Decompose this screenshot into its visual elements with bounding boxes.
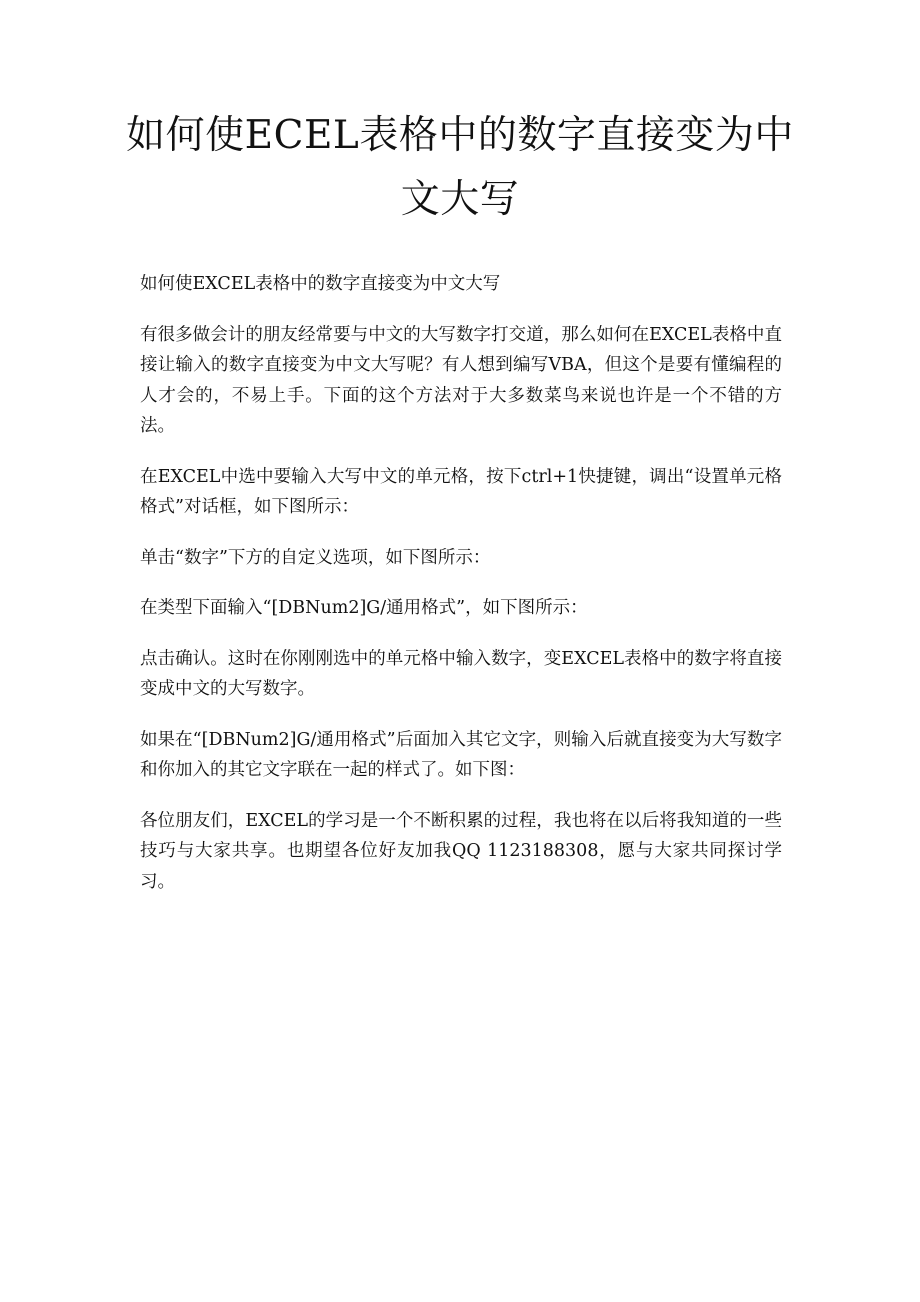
paragraph-step-confirm: 点击确认。这时在你刚刚选中的单元格中输入数字，变EXCEL表格中的数字将直接变成中文的大写数字。 xyxy=(140,648,782,699)
document-body xyxy=(140,269,782,917)
paragraph-step-select-cell: 在EXCEL中选中要输入大写中文的单元格，按下ctrl+1快捷键，调出“设置单元格格式”对话框，如下图所示： xyxy=(140,466,782,517)
document-title: 如何使ECEL表格中的数字直接变为中文大写 xyxy=(126,113,794,222)
paragraph-intro: 有很多做会计的朋友经常要与中文的大写数字打交道，那么如何在EXCEL表格中直接让输入的数字直接变为中文大写呢？有人想到编写VBA，但这个是要有懂编程的人才会的，不易上手。下面的这个方法对于大多数菜鸟来说也许是一个不错的方法。 xyxy=(140,324,782,436)
paragraph-subtitle: 如何使EXCEL表格中的数字直接变为中文大写 xyxy=(140,274,501,294)
paragraph-closing: 各位朋友们，EXCEL的学习是一个不断积累的过程，我也将在以后将我知道的一些技巧与大家共享。也期望各位好友加我QQ 1123188308，愿与大家共同探讨学习。 xyxy=(140,810,782,892)
paragraph-extra-text: 如果在“[DBNum2]G/通用格式”后面加入其它文字，则输入后就直接变为大写数字和你加入的其它文字联在一起的样式了。如下图： xyxy=(140,729,782,780)
paragraph-step-number-tab: 单击“数字”下方的自定义选项，如下图所示： xyxy=(140,547,491,568)
paragraph-step-type-format: 在类型下面输入“[DBNum2]G/通用格式”，如下图所示： xyxy=(140,598,588,618)
